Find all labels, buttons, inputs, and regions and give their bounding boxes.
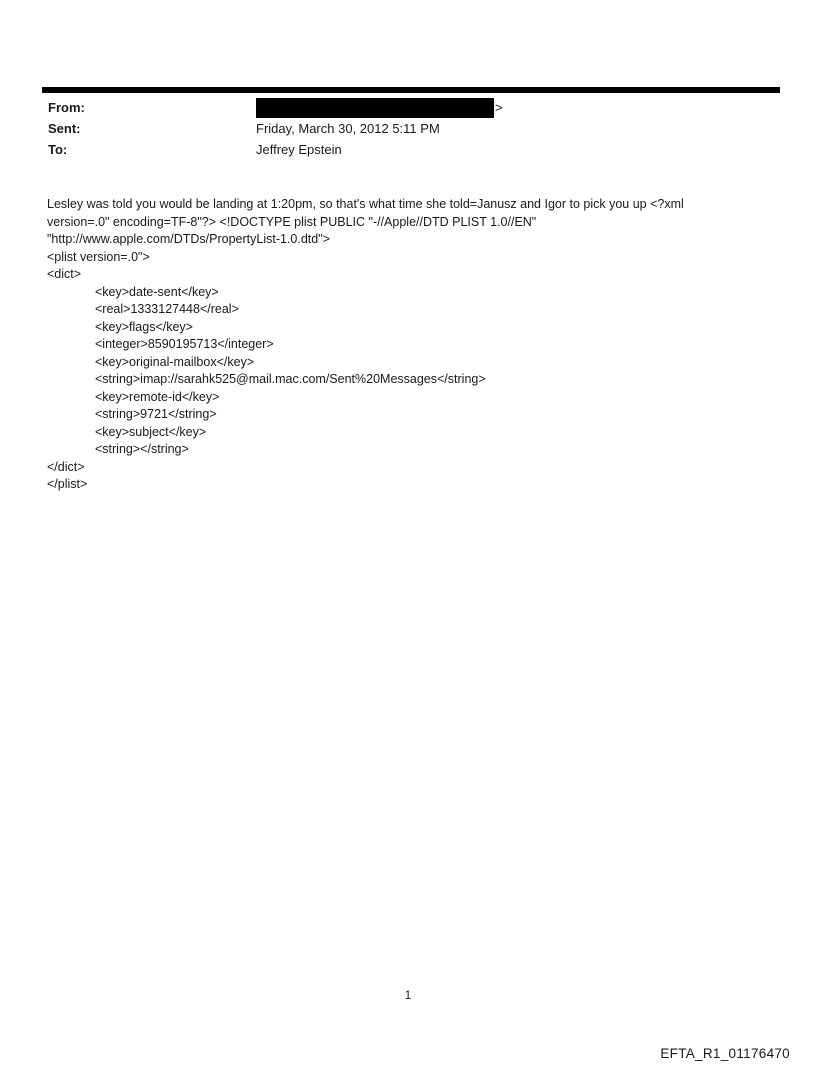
to-value: Jeffrey Epstein bbox=[256, 142, 342, 157]
header-row-from bbox=[48, 97, 768, 118]
email-header-block bbox=[48, 97, 768, 160]
body-line: <string></string> bbox=[95, 442, 189, 456]
bates-number: EFTA_R1_01176470 bbox=[660, 1046, 790, 1061]
to-label: To: bbox=[48, 142, 68, 157]
body-line: "http://www.apple.com/DTDs/PropertyList-1.0.dtd"> bbox=[47, 232, 330, 246]
body-line: <dict> bbox=[47, 267, 82, 281]
from-value bbox=[256, 97, 503, 118]
body-line: </plist> bbox=[47, 477, 88, 491]
header-row-to bbox=[48, 139, 768, 160]
body-line: <string>imap://sarahk525@mail.mac.com/Sent%20Messages</string> bbox=[95, 372, 486, 386]
header-divider-rule bbox=[42, 87, 780, 93]
sent-value: Friday, March 30, 2012 5:11 PM bbox=[256, 121, 440, 136]
body-line: <key>flags</key> bbox=[95, 319, 193, 334]
body-line: <integer>8590195713</integer> bbox=[95, 337, 274, 351]
from-label: From: bbox=[48, 100, 85, 115]
body-line: <plist version=.0"> bbox=[47, 249, 150, 264]
email-body bbox=[47, 196, 787, 494]
from-suffix: > bbox=[495, 100, 503, 115]
body-line: <key>date-sent</key> bbox=[95, 284, 219, 299]
body-line: version=.0" encoding=TF-8"?> <!DOCTYPE plist PUBLIC "-//Apple//DTD PLIST 1.0//EN" bbox=[47, 214, 537, 229]
body-line: <key>subject</key> bbox=[95, 424, 207, 439]
header-row-sent bbox=[48, 118, 768, 139]
body-line: <real>1333127448</real> bbox=[95, 302, 239, 316]
body-line: <string>9721</string> bbox=[95, 407, 217, 421]
body-line: </dict> bbox=[47, 459, 85, 474]
body-line: <key>remote-id</key> bbox=[95, 389, 220, 404]
body-line: <key>original-mailbox</key> bbox=[95, 354, 255, 369]
body-line: Lesley was told you would be landing at 1:20pm, so that's what time she told=Janusz and Igor to pick you up <?xml bbox=[47, 197, 684, 211]
page-number: 1 bbox=[404, 990, 412, 1002]
sent-label: Sent: bbox=[48, 121, 81, 136]
redaction-bar bbox=[256, 98, 494, 118]
